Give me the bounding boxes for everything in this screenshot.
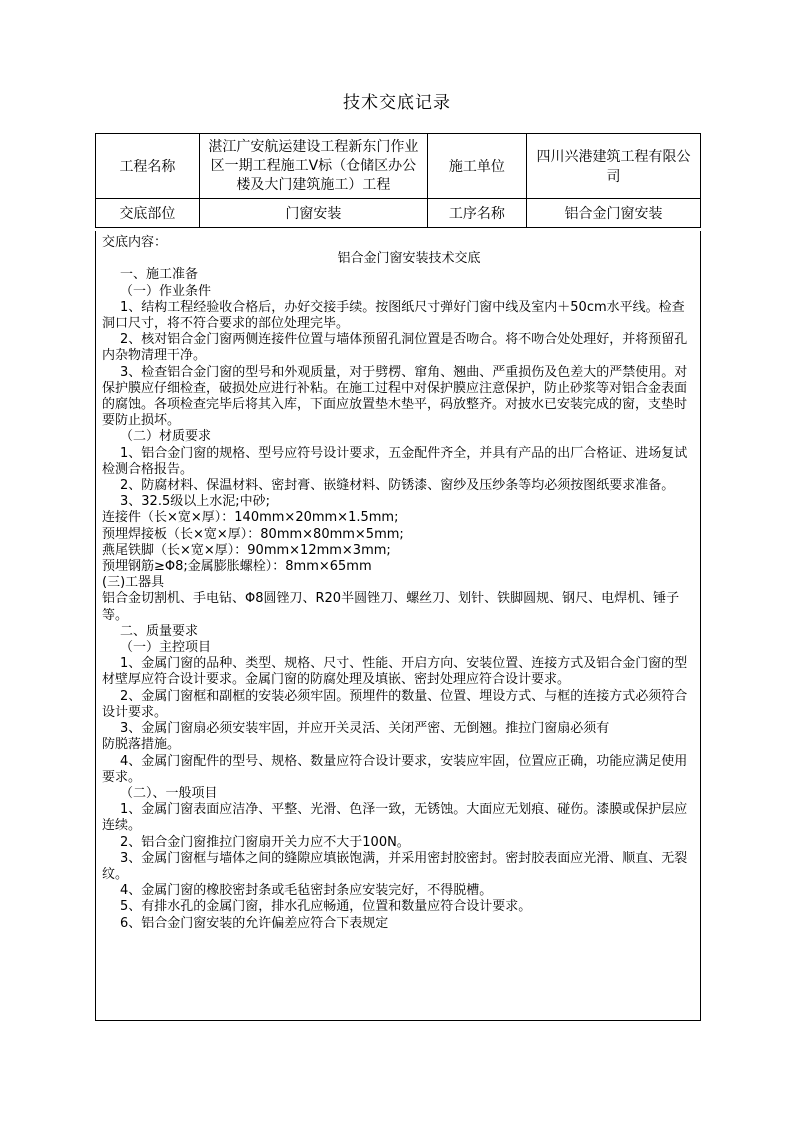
header-row-part bbox=[96, 199, 701, 228]
content-line: 6、铝合金门窗安装的允许偏差应符合下表规定 bbox=[120, 915, 389, 931]
content-line: 铝合金切割机、手电钻、Φ8圆锉刀、R20半圆锉刀、螺丝刀、划针、铁脚圆规、钢尺、电焊机、锤子等。 bbox=[102, 591, 680, 623]
content-line: 2、铝合金门窗推拉门窗扇开关力应不大于100N。 bbox=[120, 834, 410, 850]
content-line: 燕尾铁脚（长×宽×厚）：90mm×12mm×3mm; bbox=[102, 542, 391, 558]
content-line: 1、金属门窗表面应洁净、平整、光滑、色泽一致，无锈蚀。大面应无划痕、碰伤。漆膜或保护层应连续。 bbox=[102, 802, 688, 834]
construction-unit-label: 施工单位 bbox=[427, 134, 526, 199]
content-line: 1、金属门窗的品种、类型、规格、尺寸、性能、开启方向、安装位置、连接方式及铝合金门窗的型材壁厚应符合设计要求。金属门窗的防腐处理及填嵌、密封处理应符合设计要求。 bbox=[102, 656, 688, 688]
content-line: 2、防腐材料、保温材料、密封膏、嵌缝材料、防锈漆、窗纱及压纱条等均必须按图纸要求准备。 bbox=[120, 478, 675, 494]
content-line: (三)工器具 bbox=[102, 575, 165, 591]
document-title: 技术交底记录 bbox=[343, 93, 451, 113]
content-line: 3、检查铝合金门窗的型号和外观质量，对于劈楞、窜角、翘曲、严重损伤及色差大的严禁使用。对保护膜应仔细检查，破损处应进行补粘。在施工过程中对保护膜应注意保护，防止砂浆等对铝合金表面的腐蚀。各项检查完毕后将其入库，下面应放置垫木垫平，码放整齐。对披水已安装完成的窗，支垫时要防止损坏。 bbox=[102, 364, 688, 429]
content-line: 预埋焊接板（长×宽×厚）：80mm×80mm×5mm; bbox=[102, 526, 404, 542]
content-line: （一）主控项目 bbox=[120, 640, 212, 656]
header-row-project bbox=[96, 134, 701, 199]
content-line: 2、金属门窗框和副框的安装必须牢固。预埋件的数量、位置、埋设方式、与框的连接方式必须符合设计要求。 bbox=[102, 688, 688, 720]
intro-label: 交底内容： bbox=[102, 235, 168, 250]
content-title: 铝合金门窗安装技术交底 bbox=[337, 251, 481, 267]
content-line: 二、质量要求 bbox=[120, 623, 199, 639]
content-line: 一、施工准备 bbox=[120, 267, 199, 283]
construction-unit-value: 四川兴港建筑工程有限公司 bbox=[526, 134, 700, 199]
handover-part-value: 门窗安装 bbox=[199, 199, 427, 228]
content-line: （二）、一般项目 bbox=[120, 785, 218, 801]
content-line: （二）材质要求 bbox=[120, 429, 212, 445]
content-line: 3、金属门窗扇必须安装牢固，并应开关灵活、关闭严密、无倒翘。推拉门窗扇必须有 bbox=[120, 721, 610, 737]
process-name-value: 铝合金门窗安装 bbox=[526, 199, 700, 228]
content-line: 3、32.5级以上水泥;中砂; bbox=[120, 494, 270, 510]
content-line: 防脱落措施。 bbox=[102, 737, 181, 753]
project-name-value: 湛江广安航运建设工程新东门作业区一期工程施工Ⅴ标（仓储区办公楼及大门建筑施工）工程 bbox=[199, 134, 427, 199]
process-name-label: 工序名称 bbox=[427, 199, 526, 228]
content-line: 5、有排水孔的金属门窗，排水孔应畅通，位置和数量应符合设计要求。 bbox=[120, 899, 532, 915]
handover-part-label: 交底部位 bbox=[96, 199, 200, 228]
content-line: 4、金属门窗的橡胶密封条或毛毡密封条应安装完好，不得脱槽。 bbox=[120, 883, 493, 899]
content-text bbox=[102, 235, 696, 932]
content-line: 3、金属门窗框与墙体之间的缝隙应填嵌饱满，并采用密封胶密封。密封胶表面应光滑、顺直、无裂纹。 bbox=[102, 850, 688, 882]
content-line: 预埋钢筋≥Φ8;金属膨胀螺栓）：8mm×65mm bbox=[102, 559, 372, 575]
content-line: （一）作业条件 bbox=[120, 283, 212, 299]
content-line: 1、铝合金门窗的规格、型号应符号设计要求，五金配件齐全，并具有产品的出厂合格证、进场复试检测合格报告。 bbox=[102, 445, 688, 477]
project-name-label: 工程名称 bbox=[96, 134, 200, 199]
content-line: 连接件（长×宽×厚）：140mm×20mm×1.5mm; bbox=[102, 510, 399, 526]
header-table bbox=[95, 133, 701, 228]
content-box bbox=[95, 231, 701, 1021]
content-line: 1、结构工程经验收合格后，办好交接手续。按图纸尺寸弹好门窗中线及室内＋50cm水平线。检查洞口尺寸，将不符合要求的部位处理完毕。 bbox=[102, 299, 685, 332]
content-line: 4、金属门窗配件的型号、规格、数量应符合设计要求，安装应牢固，位置应正确，功能应满足使用要求。 bbox=[102, 753, 688, 785]
content-line: 2、核对铝合金门窗两侧连接件位置与墙体预留孔洞位置是否吻合。将不吻合处处理好，并将预留孔内杂物清理干净。 bbox=[102, 332, 688, 364]
